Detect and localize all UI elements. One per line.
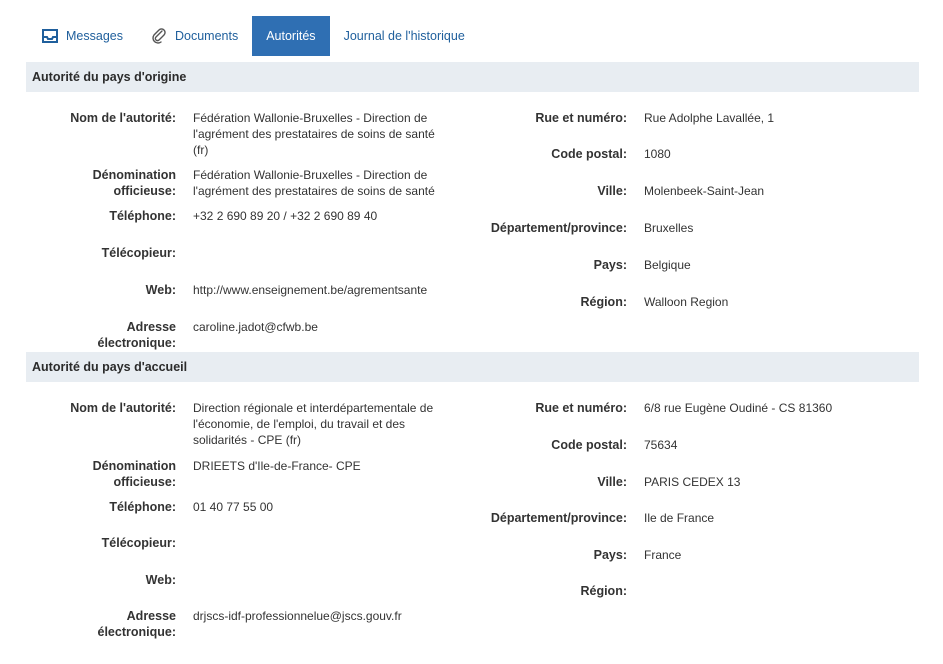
label-phone: Téléphone: — [109, 209, 176, 223]
value-authority-name — [193, 110, 478, 158]
tab-autorites-label: Autorités — [266, 29, 316, 43]
paperclip-icon — [151, 28, 167, 44]
label-line: Dénomination — [92, 459, 176, 473]
value-country: France — [644, 548, 682, 562]
label-postal-code: Code postal: — [551, 147, 627, 161]
label-region: Région: — [580, 295, 627, 309]
value-postal-code: 75634 — [644, 438, 678, 452]
label-country: Pays: — [593, 258, 627, 272]
tab-bar — [28, 16, 479, 56]
value-unofficial-name — [193, 458, 478, 474]
tab-autorites[interactable] — [252, 16, 329, 56]
label-fax: Télécopieur: — [101, 246, 176, 260]
value-web: http://www.enseignement.be/agrementsante — [193, 283, 428, 297]
label-unofficial-name — [26, 167, 176, 199]
value-line: DRIEETS d'Ile-de-France- CPE — [193, 459, 361, 473]
label-authority-name: Nom de l'autorité: — [70, 111, 176, 125]
value-email: drjscs-idf-professionnelue@jscs.gouv.fr — [193, 609, 402, 623]
value-region: Walloon Region — [644, 295, 729, 309]
label-country: Pays: — [593, 548, 627, 562]
tab-journal-label: Journal de l'historique — [343, 29, 465, 43]
value-line: Direction régionale et interdépartementale de — [193, 401, 434, 415]
value-street: 6/8 rue Eugène Oudiné - CS 81360 — [644, 401, 833, 415]
label-line: Adresse — [126, 320, 176, 334]
value-postal-code: 1080 — [644, 147, 671, 161]
value-unofficial-name — [193, 167, 478, 199]
label-province: Département/province: — [490, 221, 627, 235]
value-street: Rue Adolphe Lavallée, 1 — [644, 111, 775, 125]
label-city: Ville: — [597, 475, 627, 489]
value-authority-name — [193, 400, 478, 448]
label-street: Rue et numéro: — [535, 111, 627, 125]
section-title-origin: Autorité du pays d'origine — [32, 70, 187, 84]
label-web: Web: — [145, 573, 176, 587]
value-city: Molenbeek-Saint-Jean — [644, 184, 765, 198]
value-email: caroline.jadot@cfwb.be — [193, 320, 318, 334]
label-line: Dénomination — [92, 168, 176, 182]
label-line: électronique: — [97, 625, 176, 639]
section-title-host: Autorité du pays d'accueil — [32, 360, 188, 374]
value-line: Fédération Wallonie-Bruxelles - Direction de — [193, 168, 428, 182]
tab-messages-label: Messages — [66, 29, 123, 43]
value-province: Bruxelles — [644, 221, 694, 235]
value-country: Belgique — [644, 258, 691, 272]
tab-messages[interactable] — [28, 16, 137, 56]
label-province: Département/province: — [490, 511, 627, 525]
value-phone: 01 40 77 55 00 — [193, 500, 274, 514]
value-phone: +32 2 690 89 20 / +32 2 690 89 40 — [193, 209, 378, 223]
tab-documents-label: Documents — [174, 29, 239, 43]
label-unofficial-name — [26, 458, 176, 490]
label-line: officieuse: — [113, 475, 176, 489]
label-line: Adresse — [126, 609, 176, 623]
value-line: l'agrément des prestataires de soins de santé — [193, 184, 435, 198]
value-city: PARIS CEDEX 13 — [644, 475, 741, 489]
inbox-icon — [42, 29, 58, 43]
label-line: officieuse: — [113, 184, 176, 198]
label-email — [26, 608, 176, 640]
label-phone: Téléphone: — [109, 500, 176, 514]
tab-journal[interactable] — [330, 16, 479, 56]
label-street: Rue et numéro: — [535, 401, 627, 415]
value-line: solidarités - CPE (fr) — [193, 433, 302, 447]
tab-documents[interactable] — [137, 16, 252, 56]
value-line: Fédération Wallonie-Bruxelles - Direction de — [193, 111, 428, 125]
section-header-origin — [26, 62, 919, 92]
label-line: électronique: — [97, 336, 176, 350]
label-authority-name: Nom de l'autorité: — [70, 401, 176, 415]
label-city: Ville: — [597, 184, 627, 198]
label-web: Web: — [145, 283, 176, 297]
value-province: Ile de France — [644, 511, 715, 525]
value-line: l'économie, de l'emploi, du travail et des — [193, 417, 406, 431]
label-region: Région: — [580, 584, 627, 598]
label-postal-code: Code postal: — [551, 438, 627, 452]
label-fax: Télécopieur: — [101, 536, 176, 550]
section-header-host — [26, 352, 919, 382]
value-line: l'agrément des prestataires de soins de santé — [193, 127, 435, 141]
value-line: (fr) — [193, 143, 209, 157]
label-email — [26, 319, 176, 351]
